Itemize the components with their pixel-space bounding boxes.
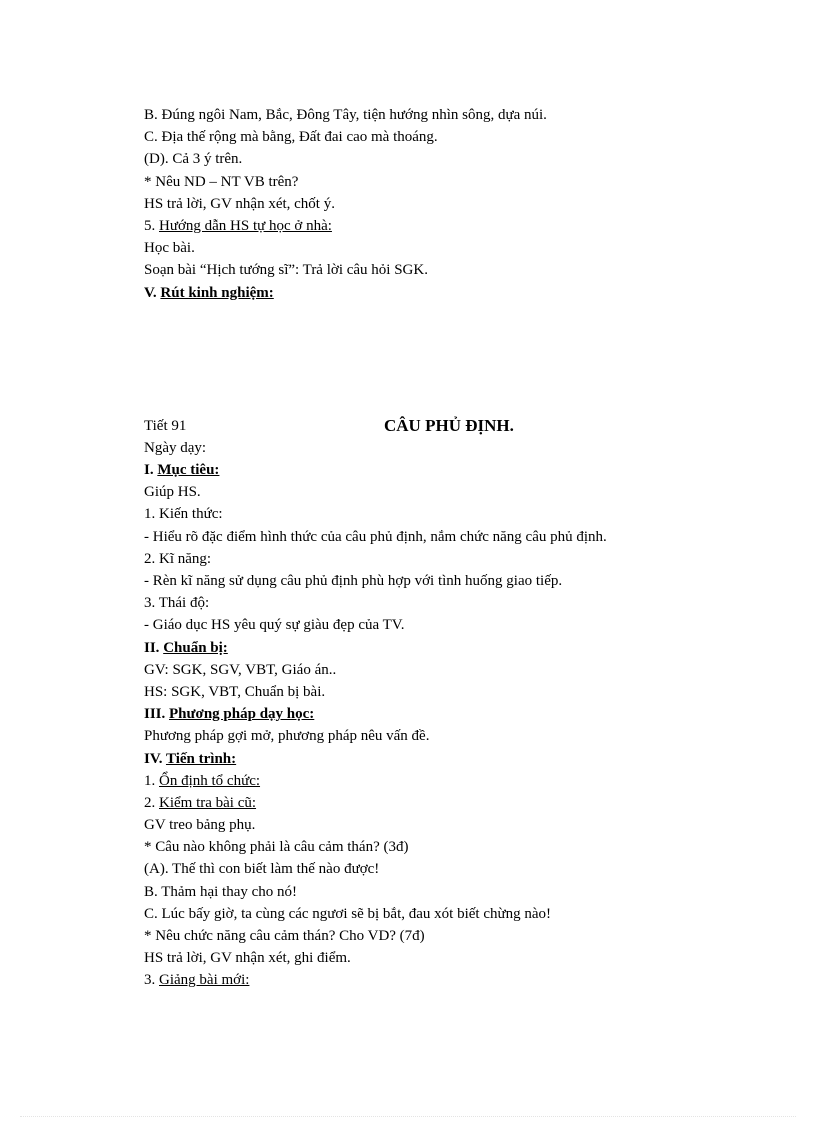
page-bottom-divider xyxy=(20,1116,796,1117)
step-2-heading xyxy=(144,792,684,814)
section-label: Tiến trình: xyxy=(165,750,237,767)
document-page xyxy=(144,104,684,992)
section-label: Hướng dẫn HS tự học ở nhà: xyxy=(159,217,332,234)
section-number: II. xyxy=(144,639,164,656)
attitude-text: - Giáo dục HS yêu quý sự giàu đẹp của TV. xyxy=(144,617,405,634)
option-b: B. Đúng ngôi Nam, Bắc, Đông Tây, tiện hướng nhìn sông, dựa núi. xyxy=(144,107,547,123)
intro-line: Giúp HS. xyxy=(144,484,201,501)
section-5-heading xyxy=(144,215,684,237)
step-1-heading xyxy=(144,770,684,792)
question: * Nêu ND – NT VB trên? xyxy=(144,173,299,190)
section-iv-heading xyxy=(144,748,684,770)
lesson-header xyxy=(144,415,684,437)
option-d: (D). Cả 3 ý trên. xyxy=(144,151,243,168)
section-ii-heading xyxy=(144,637,684,659)
quiz-option-b: B. Thảm hại thay cho nó! xyxy=(144,883,298,900)
attitude-heading: 3. Thái độ: xyxy=(144,595,210,612)
section-v-heading xyxy=(144,282,684,304)
quiz-question-2: * Nêu chức năng câu cảm thán? Cho VD? (7đ) xyxy=(144,928,425,944)
knowledge-text: - Hiểu rõ đặc điểm hình thức của câu phủ định, nắm chức năng câu phủ định. xyxy=(144,528,607,545)
student-materials: HS: SGK, VBT, Chuẩn bị bài. xyxy=(144,683,326,700)
skill-heading: 2. Kĩ năng: xyxy=(144,550,212,567)
section-number: IV. xyxy=(144,750,166,767)
step-number: 2. xyxy=(144,794,159,811)
date-label: Ngày dạy: xyxy=(144,439,207,456)
step-label: Giảng bài mới: xyxy=(159,972,250,989)
board-note: GV treo bảng phụ. xyxy=(144,817,256,834)
section-label: Chuẩn bị: xyxy=(163,639,228,656)
grading-note: HS trả lời, GV nhận xét, ghi điểm. xyxy=(144,950,351,967)
section-label: Mục tiêu: xyxy=(157,462,220,479)
answer-note: HS trả lời, GV nhận xét, chốt ý. xyxy=(144,195,335,212)
section-number: V. xyxy=(144,284,161,301)
section-label: Phương pháp dạy học: xyxy=(169,706,315,723)
section-i-heading xyxy=(144,459,684,481)
method-text: Phương pháp gợi mở, phương pháp nêu vấn đề. xyxy=(144,728,430,745)
quiz-option-c: C. Lúc bấy giờ, ta cùng các ngươi sẽ bị bắt, đau xót biết chừng nào! xyxy=(144,905,552,922)
quiz-question-1: * Câu nào không phải là câu cảm thán? (3đ) xyxy=(144,839,409,856)
quiz-option-a: (A). Thế thì con biết làm thế nào được! xyxy=(144,861,380,878)
homework-1: Học bài. xyxy=(144,240,195,257)
knowledge-heading: 1. Kiến thức: xyxy=(144,506,223,523)
step-3-heading xyxy=(144,969,684,991)
step-label: Ổn định tổ chức: xyxy=(159,772,261,789)
blank-space xyxy=(144,304,684,415)
homework-2: Soạn bài “Hịch tướng sĩ”: Trả lời câu hỏi SGK. xyxy=(144,262,428,279)
lesson-title: CÂU PHỦ ĐỊNH. xyxy=(384,415,514,435)
section-number: III. xyxy=(144,706,170,723)
step-label: Kiểm tra bài cũ: xyxy=(159,794,257,811)
section-iii-heading xyxy=(144,703,684,725)
skill-text: - Rèn kĩ năng sử dụng câu phủ định phù hợp với tình huống giao tiếp. xyxy=(144,573,563,589)
period-label: Tiết 91 xyxy=(144,417,187,434)
section-label: Rút kinh nghiệm: xyxy=(160,284,274,301)
step-number: 1. xyxy=(144,772,159,789)
option-c: C. Địa thế rộng mà bằng, Đất đai cao mà thoáng. xyxy=(144,129,438,146)
section-number: 5. xyxy=(144,217,159,234)
step-number: 3. xyxy=(144,972,159,989)
section-number: I. xyxy=(144,462,158,479)
teacher-materials: GV: SGK, SGV, VBT, Giáo án.. xyxy=(144,661,337,678)
